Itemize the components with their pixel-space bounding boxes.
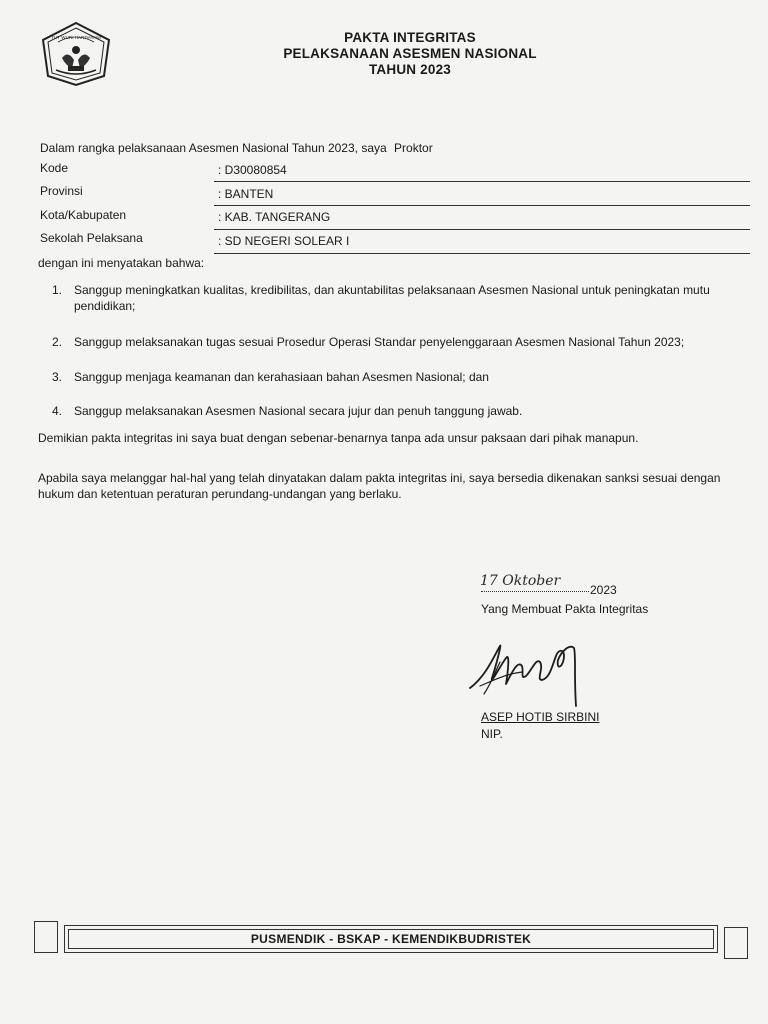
list-item: [52, 403, 732, 419]
handwritten-date: 17 Oktober: [480, 573, 561, 589]
list-item: [52, 282, 732, 314]
document-subtitle: PELAKSANAAN ASESMEN NASIONAL: [283, 46, 537, 61]
handwritten-signature: [466, 636, 596, 716]
footer-bar: [64, 925, 718, 953]
field-label-kota: Kota/Kabupaten: [40, 208, 127, 222]
intro-text: Dalam rangka pelaksanaan Asesmen Nasional Tahun 2023, saya: [40, 141, 387, 155]
field-value-sekolah: : SD NEGERI SOLEAR I: [218, 234, 350, 248]
field-label-provinsi: Provinsi: [40, 184, 83, 198]
date-dotted-line: [481, 590, 589, 592]
footer-left-box: [34, 921, 58, 953]
intro-role: Proktor: [394, 141, 433, 155]
closing-paragraph: Demikian pakta integritas ini saya buat dengan sebenar-benarnya tanpa ada unsur paksaan dari pihak manapun.: [38, 431, 639, 445]
list-item-number: 3.: [52, 370, 63, 384]
field-label-kode: Kode: [40, 161, 69, 175]
field-value-kota: : KAB. TANGERANG: [218, 210, 331, 224]
field-label-sekolah: Sekolah Pelaksana: [40, 231, 143, 245]
intro-sentence: [40, 141, 433, 155]
maker-label: Yang Membuat Pakta Integritas: [481, 602, 649, 616]
list-item-number: 1.: [52, 283, 63, 297]
list-item-number: 4.: [52, 404, 63, 418]
footer-right-box: [724, 927, 748, 959]
sanction-paragraph: Apabila saya melanggar hal-hal yang telah dinyatakan dalam pakta integritas ini, saya bersedia dikenakan sanksi sesuai dengan hukum dan ketentuan peraturan perundang-undangan yang berlaku.: [38, 471, 721, 501]
tut-wuri-handayani-logo: [38, 20, 114, 88]
list-item: [52, 369, 732, 385]
field-underline: [214, 181, 750, 182]
list-item-number: 2.: [52, 335, 63, 349]
svg-text:TUT WURI HANDAYANI: TUT WURI HANDAYANI: [51, 35, 101, 40]
signer-name: ASEP HOTIB SIRBINI: [481, 710, 600, 724]
document-year-title: TAHUN 2023: [368, 62, 452, 77]
nip-label: NIP.: [481, 727, 503, 741]
list-item-text: Sanggup meningkatkan kualitas, kredibilitas, dan akuntabilitas pelaksanaan Asesmen Nasional untuk peningkatan mutu pendidikan;: [74, 283, 710, 313]
date-year: 2023: [590, 583, 617, 597]
field-value-provinsi: : BANTEN: [218, 187, 274, 201]
footer-text: PUSMENDIK - BSKAP - KEMENDIKBUDRISTEK: [68, 929, 714, 949]
list-item-text: Sanggup melaksanakan Asesmen Nasional secara jujur dan penuh tanggung jawab.: [74, 404, 523, 418]
field-underline: [214, 229, 750, 230]
list-item-text: Sanggup menjaga keamanan dan kerahasiaan bahan Asesmen Nasional; dan: [74, 370, 489, 384]
declaration-text: dengan ini menyatakan bahwa:: [38, 256, 205, 270]
field-underline: [214, 253, 750, 254]
list-item: [52, 334, 732, 350]
field-underline: [214, 205, 750, 206]
list-item-text: Sanggup melaksanakan tugas sesuai Prosedur Operasi Standar penyelenggaraan Asesmen Nasional Tahun 2023;: [74, 335, 685, 349]
document-title: PAKTA INTEGRITAS: [344, 30, 476, 45]
field-value-kode: : D30080854: [218, 163, 287, 177]
